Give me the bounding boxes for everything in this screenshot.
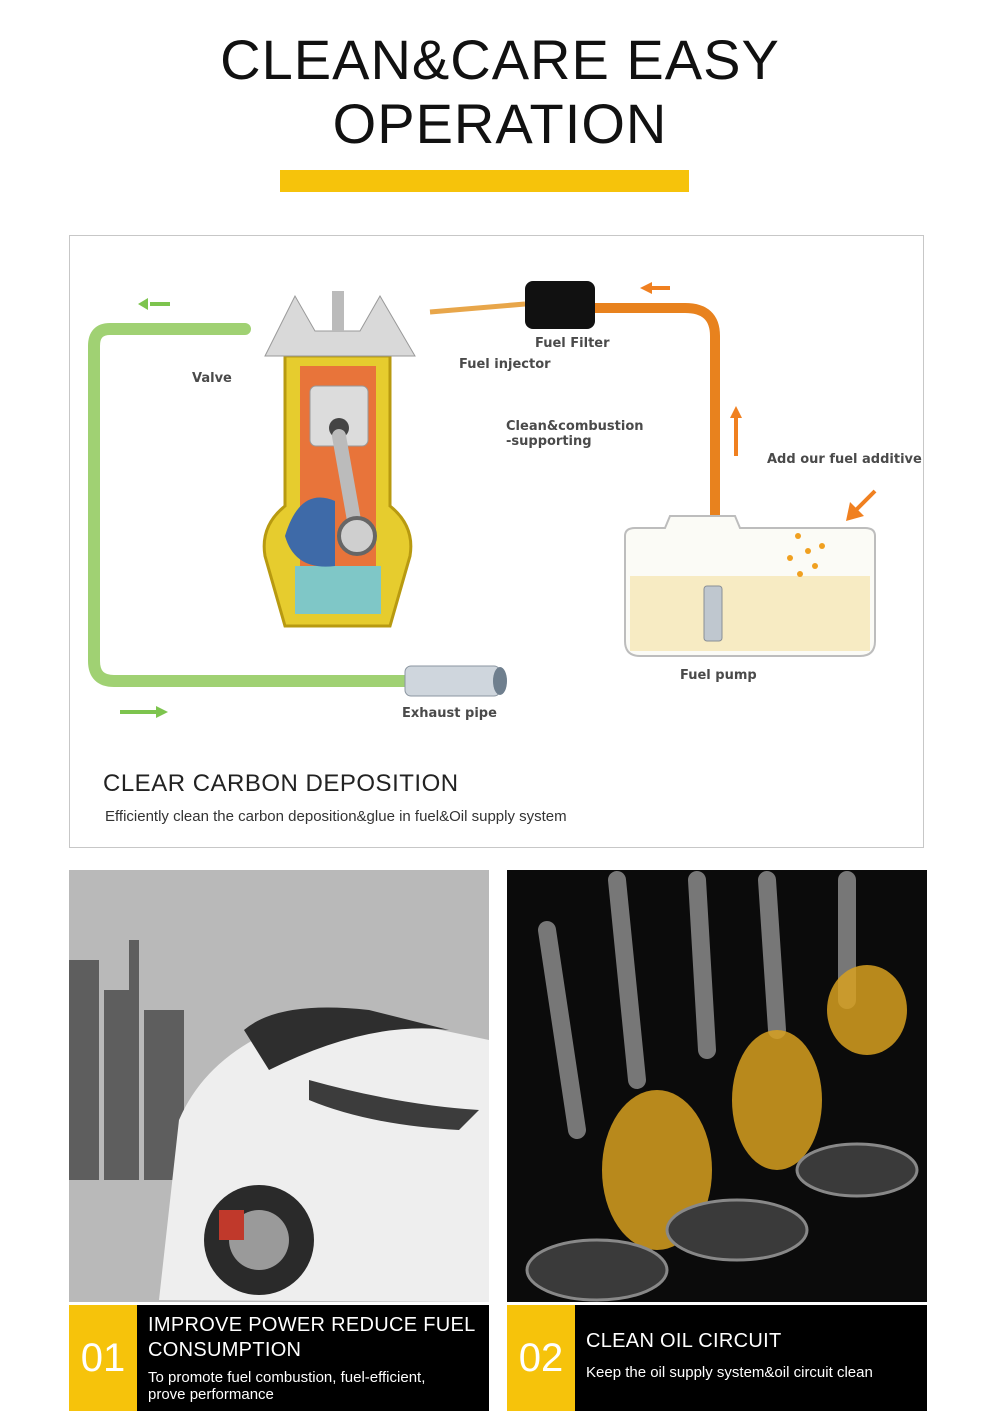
fuel-level: [630, 576, 870, 651]
label-fuel-pump: Fuel pump: [680, 668, 757, 683]
label-add-additive: Add our fuel additive: [767, 452, 922, 467]
exhaust-pipe: [405, 666, 500, 696]
label-exhaust-pipe: Exhaust pipe: [402, 706, 497, 721]
car-photo: [69, 870, 489, 1302]
feature-number-2: 02: [507, 1305, 575, 1411]
title-accent-bar: [280, 170, 689, 192]
feature-1-text-line-1: To promote fuel combustion, fuel-efficient,: [148, 1369, 426, 1386]
feature-panel-2: [507, 1305, 927, 1411]
feature-2-heading: CLEAN OIL CIRCUIT: [586, 1330, 782, 1352]
crankshaft: [339, 518, 375, 554]
fuel-pump: [704, 586, 722, 641]
feature-panel-1: [69, 1305, 489, 1411]
title-line-1: CLEAN&CARE EASY: [220, 28, 780, 91]
label-fuel-filter: Fuel Filter: [535, 336, 610, 351]
fuel-system-diagram: [70, 236, 925, 849]
feature-1-heading-line-2: CONSUMPTION: [148, 1339, 302, 1361]
feature-1-heading-line-1: IMPROVE POWER REDUCE FUEL: [148, 1314, 476, 1336]
label-clean-combustion-1: Clean&combustion: [506, 419, 644, 434]
label-clean-combustion-2: -supporting: [506, 434, 592, 449]
feature-2-text: Keep the oil supply system&oil circuit clean: [586, 1364, 873, 1381]
feature-number-1: 01: [69, 1305, 137, 1411]
label-fuel-injector: Fuel injector: [459, 357, 551, 372]
title-line-2: OPERATION: [332, 92, 668, 155]
engine-photo: [507, 870, 927, 1302]
label-valve: Valve: [192, 371, 232, 386]
fuel-filter: [525, 281, 595, 329]
fuel-line-injector: [430, 304, 525, 312]
oil-sump: [295, 566, 381, 614]
fuel-system-diagram-card: [69, 235, 924, 848]
card-heading: CLEAR CARBON DEPOSITION: [103, 770, 459, 797]
feature-1-text-line-2: prove performance: [148, 1386, 274, 1403]
card-subheading: Efficiently clean the carbon deposition&glue in fuel&Oil supply system: [105, 808, 567, 825]
spark-plug: [332, 291, 344, 331]
brake-caliper: [219, 1210, 244, 1240]
page-title: [0, 28, 1000, 156]
